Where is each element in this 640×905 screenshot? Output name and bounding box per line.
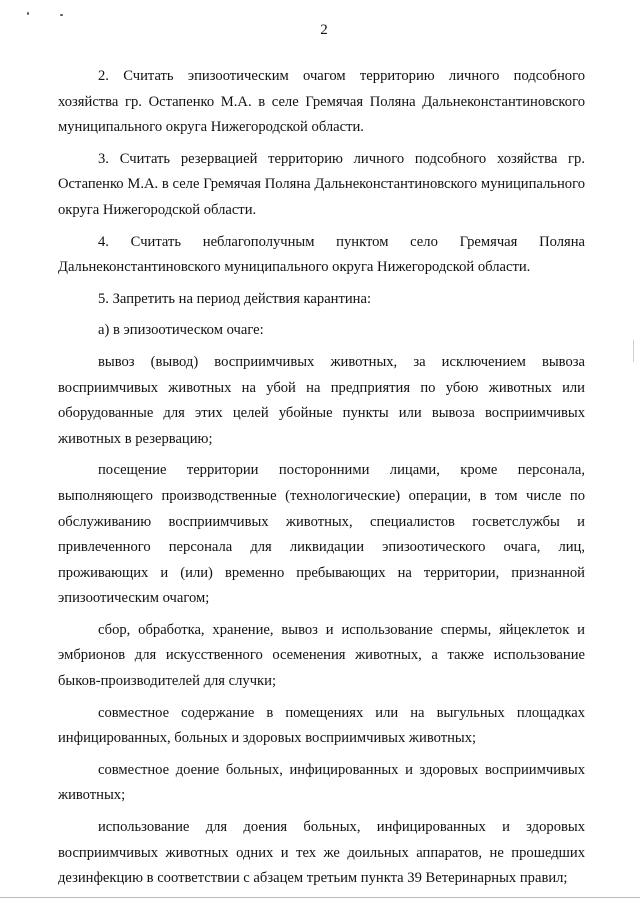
scan-speck: [60, 14, 63, 16]
paragraph-item-2: 2. Считать эпизоотическим очагом территорию личного подсобного хозяйства гр. Остапенко М.А. в селе Гремячая Поляна Дальнеконстантиновского муниципального округа Нижегородской области.: [58, 68, 585, 136]
paragraph-breeding-ban: сбор, обработка, хранение, вывоз и использование спермы, яйцеклеток и эмбрионов для искусственного осеменения животных, а также использование быков-производителей для случки;: [58, 621, 585, 690]
paragraph-joint-milking-ban: совместное доение больных, инфицированных и здоровых восприимчивых животных;: [58, 761, 585, 804]
page-number: 2: [320, 22, 328, 38]
paragraph-removal-ban: вывоз (вывод) восприимчивых животных, за исключением вывоза восприимчивых животных на убой на предприятия по убою животных или оборудованные для этих целей убойные пункты или вывоза восприимчивых животных в резервацию;: [58, 353, 585, 447]
paragraph-item-3: 3. Считать резервацией территорию личного подсобного хозяйства гр. Остапенко М.А. в селе Гремячая Поляна Дальнеконстантиновского муниципального округа Нижегородской области.: [58, 150, 585, 218]
paragraph-milking-equipment-ban: использование для доения больных, инфицированных и здоровых восприимчивых животных одних и тех же доильных аппаратов, не прошедших дезинфекцию в соответствии с абзацем третьим пункта 39 Ветеринарных правил;: [58, 819, 585, 887]
scan-speck: [27, 12, 29, 15]
paragraph-joint-keeping-ban: совместное содержание в помещениях или на выгульных площадках инфицированных, больных и здоровых восприимчивых животных;: [58, 704, 585, 747]
paragraph-item-4: 4. Считать неблагополучным пунктом село Гремячая Поляна Дальнеконстантиновского муниципального округа Нижегородской области.: [58, 233, 585, 276]
document-body: [58, 64, 585, 898]
paragraph-subitem-a: а) в эпизоотическом очаге:: [98, 322, 264, 339]
paragraph-visit-ban: посещение территории посторонними лицами, кроме персонала, выполняющего производственные (технологические) операции, в том числе по обслуживанию восприимчивых животных, специалистов госветслужбы и привлеченного персонала для ликвидации эпизоотического очага, лиц, проживающих и (или) временно пребывающих на территории, признанной эпизоотическим очагом;: [58, 462, 585, 607]
scan-edge-mark: [633, 340, 634, 362]
paragraph-item-5: 5. Запретить на период действия карантина:: [98, 290, 372, 307]
